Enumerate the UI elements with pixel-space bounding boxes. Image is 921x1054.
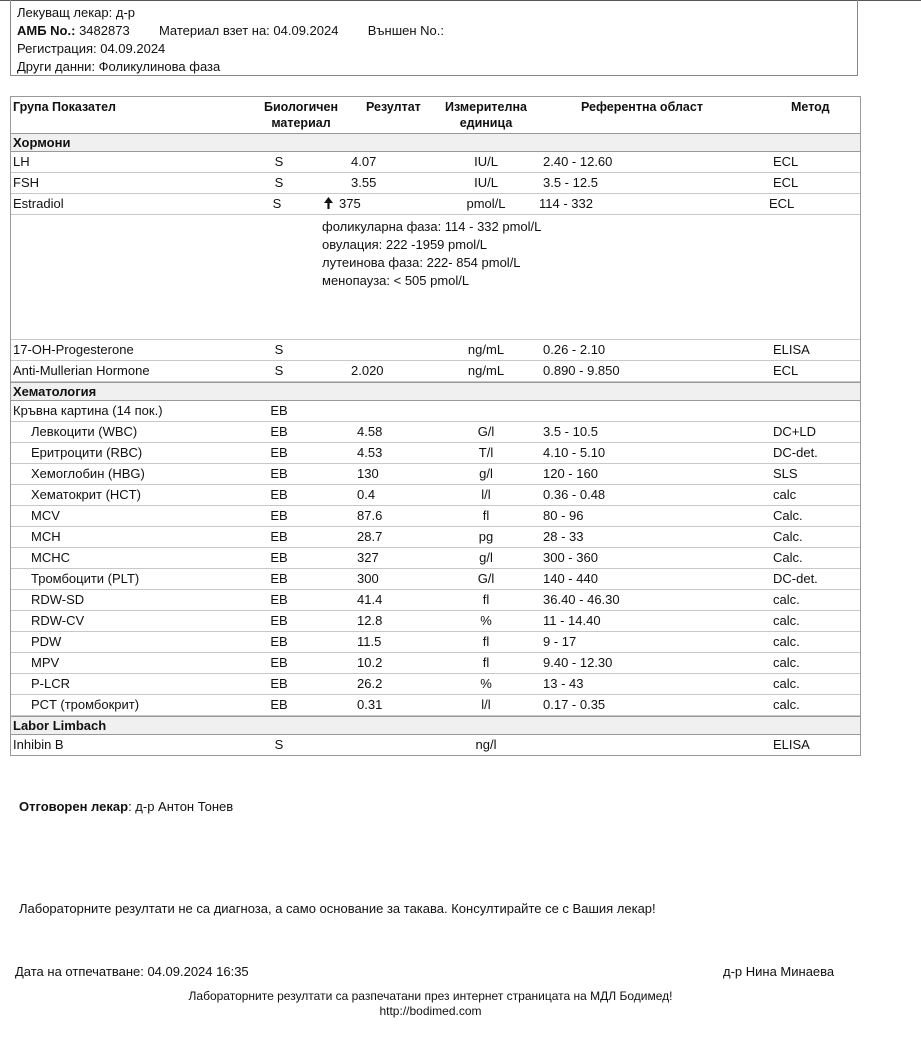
row-name: MCH [31,529,61,544]
table-row-inhibin-b [11,735,860,755]
row-result: 4.07 [351,154,377,169]
row-unit: T/l [478,445,494,460]
row-method: ECL [769,196,795,211]
group-hematology: Хематология [10,382,861,401]
col-method: Метод [791,100,830,114]
row-result: 41.4 [357,592,383,607]
table-row-plt [11,569,860,590]
row-result: 375 [339,196,361,211]
group-labor-limbach: Labor Limbach [10,716,861,735]
row-bio: EB [270,550,288,565]
disclaimer-text: Лабораторните резултати не са диагноза, а само основание за такава. Консултирайте се с Вашия лекар! [19,901,656,916]
row-name: RDW-CV [31,613,85,628]
row-ref: 0.890 - 9.850 [543,363,620,378]
table-row-17ohp [11,340,860,361]
row-bio: S [272,196,282,211]
row-name: Хематокрит (HCT) [31,487,141,502]
row-result: 4.53 [357,445,383,460]
row-bio: EB [270,466,288,481]
row-method: ECL [773,154,799,169]
row-name: Левкоцити (WBC) [31,424,138,439]
row-unit: % [480,613,492,628]
table-row-cbc [11,401,860,422]
row-bio: EB [270,403,288,418]
col-unit-line1: Измерителна [445,100,527,114]
external-number: Външен No.: [367,23,444,38]
responsible-doctor [19,799,233,814]
row-method: Calc. [773,529,803,544]
row-ref: 0.17 - 0.35 [543,697,606,712]
other-data: Други данни: Фоликулинова фаза [17,59,221,74]
row-name: MCV [31,508,60,523]
row-unit: IU/L [474,175,498,190]
row-unit: ng/mL [467,342,505,357]
row-method: Calc. [773,508,803,523]
results-table [10,96,861,756]
table-row-amh [11,361,860,382]
row-ref: 300 - 360 [543,550,598,565]
table-header [11,97,860,133]
table-row-rdw-cv [11,611,860,632]
row-name: PDW [31,634,62,649]
arrow-up-icon [324,194,333,214]
row-unit: l/l [481,697,491,712]
row-method: ELISA [773,342,810,357]
row-name: Еритроцити (RBC) [31,445,143,460]
row-name: MCHC [31,550,70,565]
row-ref: 120 - 160 [543,466,598,481]
table-row-hct [11,485,860,506]
row-name: P-LCR [31,676,71,691]
row-result: 87.6 [357,508,383,523]
row-name: Inhibin B [13,737,64,752]
row-ref: 0.36 - 0.48 [543,487,606,502]
row-ref: 9 - 17 [543,634,577,649]
row-name: Anti-Mullerian Hormone [13,363,150,378]
col-unit-line2: единица [459,116,513,130]
row-ref: 11 - 14.40 [543,613,601,628]
row-bio: S [274,737,284,752]
row-bio: EB [270,424,288,439]
table-row-pct [11,695,860,716]
row-result: 2.020 [351,363,384,378]
table-row-p-lcr [11,674,860,695]
patient-info-box [10,0,858,76]
row-ref: 3.5 - 10.5 [543,424,598,439]
row-bio: S [274,342,284,357]
row-name: Тромбоцити (PLT) [31,571,140,586]
row-name: LH [13,154,30,169]
row-method: calc. [773,676,800,691]
row-name: FSH [13,175,39,190]
row-ref: 4.10 - 5.10 [543,445,606,460]
row-bio: EB [270,697,288,712]
row-ref: 2.40 - 12.60 [543,154,613,169]
row-unit: pg [478,529,494,544]
row-method: calc. [773,655,800,670]
amb-number: 3482873 [79,23,130,38]
row-method: SLS [773,466,798,481]
row-ref: 13 - 43 [543,676,584,691]
row-name: RDW-SD [31,592,85,607]
responsible-value: : д-р Антон Тонев [128,799,234,814]
row-name: PCT (тромбокрит) [31,697,140,712]
row-method: DC-det. [773,571,818,586]
row-unit: IU/L [474,154,498,169]
row-method: Calc. [773,550,803,565]
row-name: 17-OH-Progesterone [13,342,134,357]
row-method: ECL [773,363,799,378]
row-name: Хемоглобин (HBG) [31,466,145,481]
amb-label: АМБ No.: [17,23,76,38]
row-result: 26.2 [357,676,383,691]
row-bio: EB [270,571,288,586]
row-result: 0.31 [357,697,383,712]
row-unit: pmol/L [466,196,506,211]
table-row-mch [11,527,860,548]
row-ref: 114 - 332 [539,196,593,211]
note-ovulation: овулация: 222 -1959 pmol/L [322,237,488,252]
row-unit: G/l [477,424,495,439]
table-row-rdw-sd [11,590,860,611]
row-unit: ng/l [475,737,497,752]
row-ref: 80 - 96 [543,508,584,523]
row-method: calc [773,487,797,502]
row-result: 300 [357,571,379,586]
print-date: Дата на отпечатване: 04.09.2024 16:35 [15,964,249,979]
table-row-lh [11,152,860,173]
group-hormones: Хормони [10,133,861,152]
col-bio-line2: материал [271,116,331,130]
note-luteal: лутеинова фаза: 222- 854 pmol/L [322,255,521,270]
row-method: DC+LD [773,424,816,439]
row-result: 12.8 [357,613,383,628]
material-taken: Материал взет на: 04.09.2024 [158,23,339,38]
col-bio [256,99,346,131]
row-unit: fl [482,508,490,523]
table-row-rbc [11,443,860,464]
row-unit: fl [482,634,490,649]
row-result: 3.55 [351,175,377,190]
row-method: calc. [773,613,800,628]
row-bio: S [274,363,284,378]
row-bio: EB [270,445,288,460]
row-name: Estradiol [13,196,64,211]
row-bio: EB [270,487,288,502]
row-result: 327 [357,550,379,565]
registration-date: Регистрация: 04.09.2024 [17,41,166,56]
row-name: MPV [31,655,60,670]
row-result-cell [324,194,361,214]
table-row-mcv [11,506,860,527]
col-reference: Референтна област [581,100,703,114]
table-row-fsh [11,173,860,194]
table-row-wbc [11,422,860,443]
col-result: Резултат [366,100,421,114]
table-row-hbg [11,464,860,485]
row-bio: EB [270,529,288,544]
note-menopause: менопауза: < 505 pmol/L [322,273,470,288]
estradiol-reference-note [11,215,860,340]
col-group: Група Показател [13,100,117,114]
row-method: ECL [773,175,799,190]
row-result: 28.7 [357,529,383,544]
row-ref: 28 - 33 [543,529,584,544]
row-result: 11.5 [357,634,382,649]
row-bio: EB [270,655,288,670]
row-unit: % [480,676,492,691]
row-bio: S [274,154,284,169]
row-result: 130 [357,466,379,481]
row-bio: EB [270,613,288,628]
row-ref: 3.5 - 12.5 [543,175,598,190]
col-bio-line1: Биологичен [263,100,339,114]
row-method: calc. [773,634,800,649]
row-ref: 9.40 - 12.30 [543,655,613,670]
row-bio: EB [270,634,288,649]
table-row-estradiol [11,194,860,215]
row-name: Кръвна картина (14 пок.) [13,403,163,418]
signing-doctor: д-р Нина Минаева [723,964,835,979]
row-bio: S [274,175,284,190]
row-bio: EB [270,676,288,691]
row-ref: 140 - 440 [543,571,598,586]
row-unit: g/l [479,550,493,565]
row-result: 10.2 [357,655,383,670]
row-unit: l/l [481,487,491,502]
row-method: ELISA [773,737,810,752]
table-row-mchc [11,548,860,569]
row-unit: ng/mL [467,363,505,378]
row-result: 4.58 [357,424,383,439]
row-method: calc. [773,697,800,712]
row-unit: fl [482,655,490,670]
row-unit: fl [482,592,490,607]
row-result: 0.4 [357,487,376,502]
row-bio: EB [270,508,288,523]
footer-note: Лабораторните резултати са разпечатани през интернет страницата на МДЛ Бодимед! [188,989,673,1003]
row-method: DC-det. [773,445,818,460]
table-row-pdw [11,632,860,653]
row-ref: 0.26 - 2.10 [543,342,606,357]
col-unit [436,99,536,131]
treating-doctor: Лекуващ лекар: д-р [17,5,136,20]
table-row-mpv [11,653,860,674]
note-follicular: фоликуларна фаза: 114 - 332 pmol/L [322,219,542,234]
amb-line [17,22,851,40]
row-unit: g/l [479,466,493,481]
responsible-label: Отговорен лекар [19,799,129,814]
row-bio: EB [270,592,288,607]
row-unit: G/l [477,571,495,586]
row-ref: 36.40 - 46.30 [543,592,620,607]
footer-url[interactable]: http://bodimed.com [379,1004,482,1018]
row-method: calc. [773,592,800,607]
